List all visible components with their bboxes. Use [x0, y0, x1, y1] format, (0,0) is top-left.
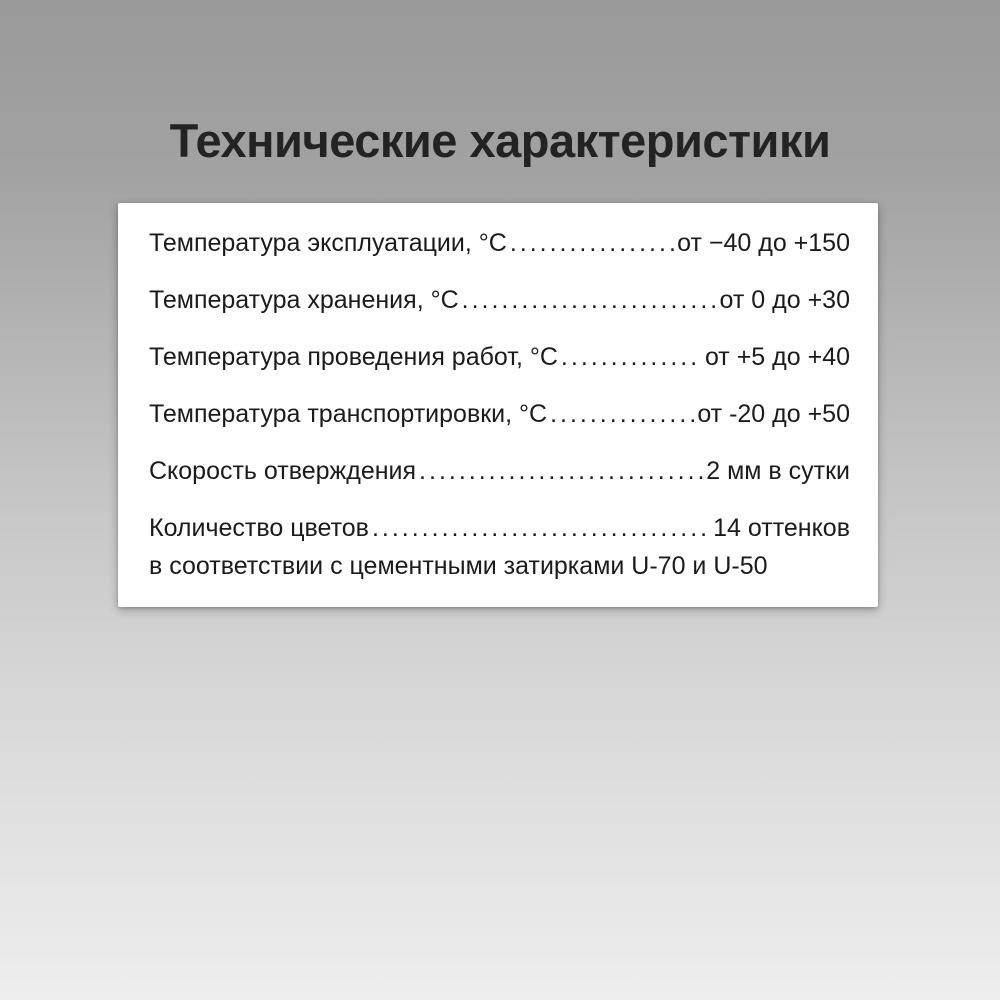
- spec-label: Температура транспортировки, °С: [149, 400, 548, 428]
- spec-value: 2 мм в сутки: [706, 457, 850, 485]
- spec-row-curing-speed: [149, 443, 850, 500]
- spec-row-working-temperature: [149, 329, 850, 386]
- spec-value: от +5 до +40: [704, 343, 850, 371]
- spec-value: от −40 до +150: [677, 229, 850, 257]
- page-title: Технические характеристики: [169, 114, 831, 167]
- spec-label: Количество цветов: [149, 514, 369, 542]
- spec-row-storage-temperature: [149, 272, 850, 329]
- spec-label: Скорость отверждения: [149, 457, 417, 485]
- spec-footnote: в соответствии с цементными затирками U-70 и U-50: [149, 552, 768, 580]
- spec-value: 14 оттенков: [713, 514, 850, 542]
- spec-label: Температура хранения, °С: [149, 286, 459, 314]
- dot-leader: [462, 272, 717, 329]
- spec-row-operating-temperature: [149, 215, 850, 272]
- spec-label: Температура проведения работ, °С: [149, 343, 558, 371]
- dot-leader: [550, 386, 694, 443]
- dot-leader: [419, 443, 703, 500]
- spec-row-transport-temperature: [149, 386, 850, 443]
- spec-label: Температура эксплуатации, °С: [149, 229, 507, 257]
- spec-value: от -20 до +50: [697, 400, 850, 428]
- spec-card: [118, 203, 878, 607]
- dot-leader: [510, 215, 674, 272]
- dot-leader: [561, 329, 702, 386]
- spec-value: от 0 до +30: [719, 286, 850, 314]
